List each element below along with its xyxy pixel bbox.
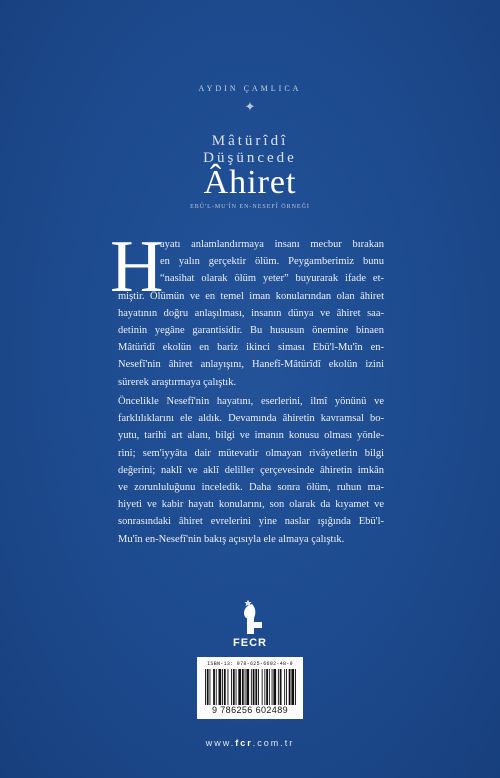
title-line-2: Düşüncede (203, 150, 297, 166)
barcode-bar (272, 669, 273, 705)
barcode-bar (213, 669, 215, 705)
text-line: “nasihat olarak ölüm yeter” buyurarak ifade et- (160, 273, 384, 285)
barcode-bar (289, 669, 291, 705)
barcode-bar (233, 669, 235, 705)
text-line: rini; sem'iyyâta dair mütevatir olmayan rivâyetlerin bilgi (118, 447, 384, 459)
barcode-bar (255, 669, 257, 705)
barcode-bar (246, 669, 249, 705)
publisher-website[interactable] (0, 738, 500, 748)
barcode-bar (219, 669, 222, 705)
text-line: Mu'în en-Nesefî'nin bakış açısıyla ele almaya çalıştık. (118, 533, 345, 545)
title-line-1: Mâtürîdî (211, 133, 289, 149)
barcode-bar (291, 669, 294, 705)
text-line: Mâtürîdî ekolün en bariz ikinci siması Ebü'l-Mu'în en- (118, 342, 384, 354)
barcode-bars (205, 669, 297, 705)
barcode-bar (284, 669, 285, 705)
text-line: yutu, tarihi art alanı, bilgi ve imanın konusu olması yönle- (118, 430, 384, 442)
blurb-paragraph-1 (118, 236, 384, 391)
text-line: farklılıklarını ele aldık. Devamında âhiretin kavramsal bo- (118, 413, 384, 425)
website-brand: fcr (235, 738, 253, 748)
text-line: ayatı anlamlandırmaya insanı mecbur bırakan (160, 239, 384, 250)
book-subtitle: EBÛ'L-MU'ÎN EN-NESEFÎ ÖRNEĞİ (190, 204, 310, 210)
barcode-bar (245, 669, 246, 705)
star-ornament-icon: ✦ (244, 99, 256, 114)
barcode-bar (273, 669, 276, 705)
barcode-bar (205, 669, 206, 705)
barcode-bar (269, 669, 270, 705)
text-line: en yalın gerçektir ölüm. Peygamberimiz bunu (160, 256, 384, 268)
text-line: değerini; naklî ve aklî deliller çerçevesinde âhiretin imkân (118, 464, 384, 476)
publisher-name: FECR (233, 637, 267, 649)
blurb-paragraph-2 (118, 393, 384, 548)
barcode-bar (251, 669, 252, 705)
barcode-bar (236, 669, 237, 705)
website-suffix: .com.tr (252, 738, 295, 748)
barcode-bar (264, 669, 265, 705)
title-line-3: Âhiret (203, 164, 297, 201)
text-line: hayatının doğru anlaşılması, insanın dünya ve âhiret saa- (118, 307, 384, 319)
text-line: hiyeti ve kabir hayatı konularını, son olarak da kıyamet ve (118, 499, 384, 511)
barcode-bar (266, 669, 268, 705)
barcode-bar (216, 669, 217, 705)
barcode-number: 9 786256 602489 (211, 705, 289, 715)
barcode-bar (286, 669, 287, 705)
text-line: sonrasındaki âhiret evrelerini yine naslar ışığında Ebü'l- (118, 516, 384, 528)
barcode-bar (242, 669, 244, 705)
drop-cap: H (110, 226, 164, 308)
barcode-bar (210, 669, 211, 705)
barcode-bar (262, 669, 263, 705)
barcode (197, 657, 303, 719)
barcode-bar (238, 669, 241, 705)
text-line: Nesefî'nin âhiret anlayışını, Hanefî-Mâtürîdî ekolün izini (118, 359, 384, 371)
barcode-bar (258, 669, 259, 705)
text-line: Öncelikle Nesefî'nin hayatını, eserlerini, ilmî yönünü ve (118, 396, 384, 407)
barcode-bar (228, 669, 229, 705)
isbn-label: ISBN-13: 978-625-6602-48-9 (207, 661, 293, 667)
barcode-bar (253, 669, 255, 705)
text-line: ve zorunluluğunu inceledik. Daha sonra ölüm, ruhun ma- (118, 482, 384, 494)
website-prefix: www. (205, 738, 236, 748)
text-line: miştir. Ölümün ve en temel iman konularından olan âhiret (118, 290, 384, 302)
barcode-bar (207, 669, 209, 705)
text-line: detinin yegâne garantisidir. Bu hususun önemine binaen (118, 325, 384, 337)
barcode-bar (278, 669, 279, 705)
author-name: AYDIN ÇAMLICA (198, 84, 302, 93)
barcode-bar (222, 669, 223, 705)
barcode-bar (231, 669, 232, 705)
text-line: sürerek araştırmaya çalıştık. (118, 376, 237, 388)
barcode-bar (224, 669, 226, 705)
barcode-bar (280, 669, 282, 705)
barcode-bar (295, 669, 296, 705)
